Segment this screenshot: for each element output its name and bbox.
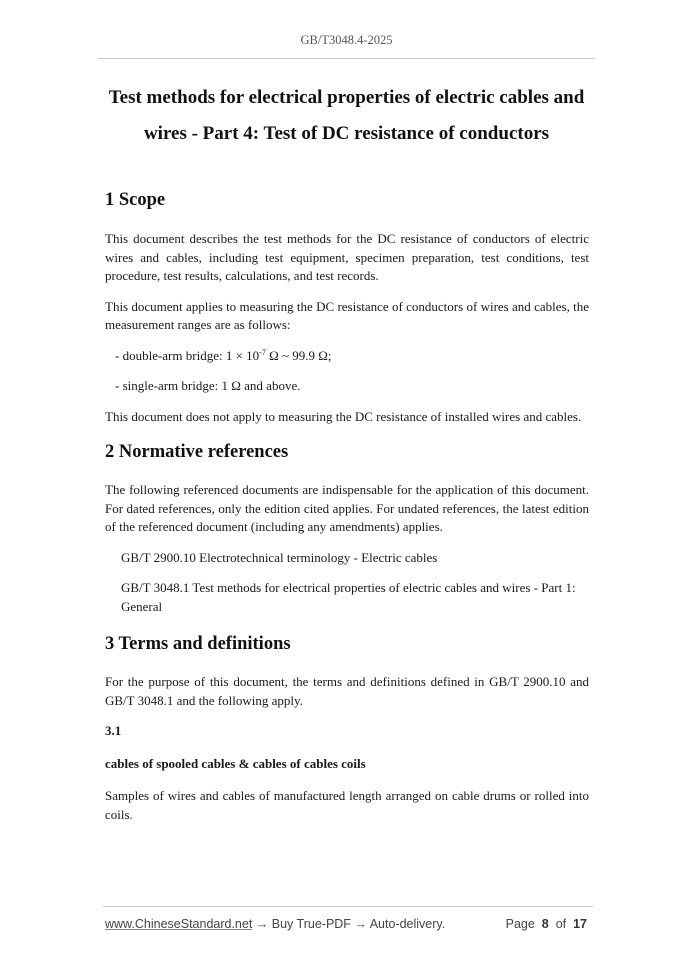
term-definition: Samples of wires and cables of manufactured length arranged on cable drums or rolled into coils. <box>105 788 589 822</box>
scope-paragraph-3: This document does not apply to measuring the DC resistance of installed wires and cables. <box>105 408 582 424</box>
reference-item: GB/T 2900.10 Electrotechnical terminology - Electric cables <box>121 549 438 565</box>
term-number: 3.1 <box>105 723 122 738</box>
terms-paragraph: For the purpose of this document, the terms and definitions defined in GB/T 2900.10 and GB/T 3048.1 and the following apply. <box>105 674 589 708</box>
website-link[interactable]: www.ChineseStandard.net <box>105 917 253 931</box>
document-body <box>105 186 589 824</box>
title-line-2: wires - Part 4: Test of DC resistance of conductors <box>143 123 550 144</box>
range-exponent: -7 <box>259 347 266 357</box>
range-text: - double-arm bridge: 1 × 10 <box>115 347 260 363</box>
normative-paragraph: The following referenced documents are indispensable for the application of this document. For dated references, only the edition cited applies. For undated references, the latest edition of the referenced document (including any amendments) applies. <box>105 482 589 534</box>
section-heading-normative-references: 2 Normative references <box>105 442 289 462</box>
scope-paragraph-1: This document describes the test methods for the DC resistance of conductors of electric wires and cables, including test equipment, specimen preparation, test conditions, test procedure, test results, calculations, and test records. <box>105 231 589 283</box>
page-indicator <box>506 917 587 931</box>
document-title <box>98 80 595 152</box>
header-divider <box>98 58 595 59</box>
section-heading-terms-definitions: 3 Terms and definitions <box>105 634 291 654</box>
reference-item: GB/T 3048.1 Test methods for electrical properties of electric cables and wires - Part 1: General <box>121 580 576 614</box>
page-footer <box>105 917 589 935</box>
running-header: GB/T3048.4-2025 <box>300 33 393 47</box>
scope-range-double-arm <box>105 347 589 366</box>
range-text-suffix: Ω ~ 99.9 Ω; <box>265 347 332 363</box>
scope-paragraph-2: This document applies to measuring the DC resistance of conductors of wires and cables, the measurement ranges are as follows: <box>105 298 589 332</box>
scope-range-single-arm: - single-arm bridge: 1 Ω and above. <box>115 378 301 393</box>
footer-divider <box>103 906 593 907</box>
page-label: Page <box>505 917 535 931</box>
page-total: 17 <box>573 917 587 931</box>
page-current: 8 <box>541 917 549 931</box>
footer-promo-text: → Buy True-PDF → Auto-delivery. <box>252 917 446 931</box>
section-heading-scope: 1 Scope <box>105 190 166 210</box>
footer-promo <box>105 917 445 931</box>
title-line-1: Test methods for electrical properties of electric cables and <box>108 87 585 108</box>
term-name: cables of spooled cables & cables of cables coils <box>105 755 366 771</box>
page-of: of <box>555 917 567 931</box>
